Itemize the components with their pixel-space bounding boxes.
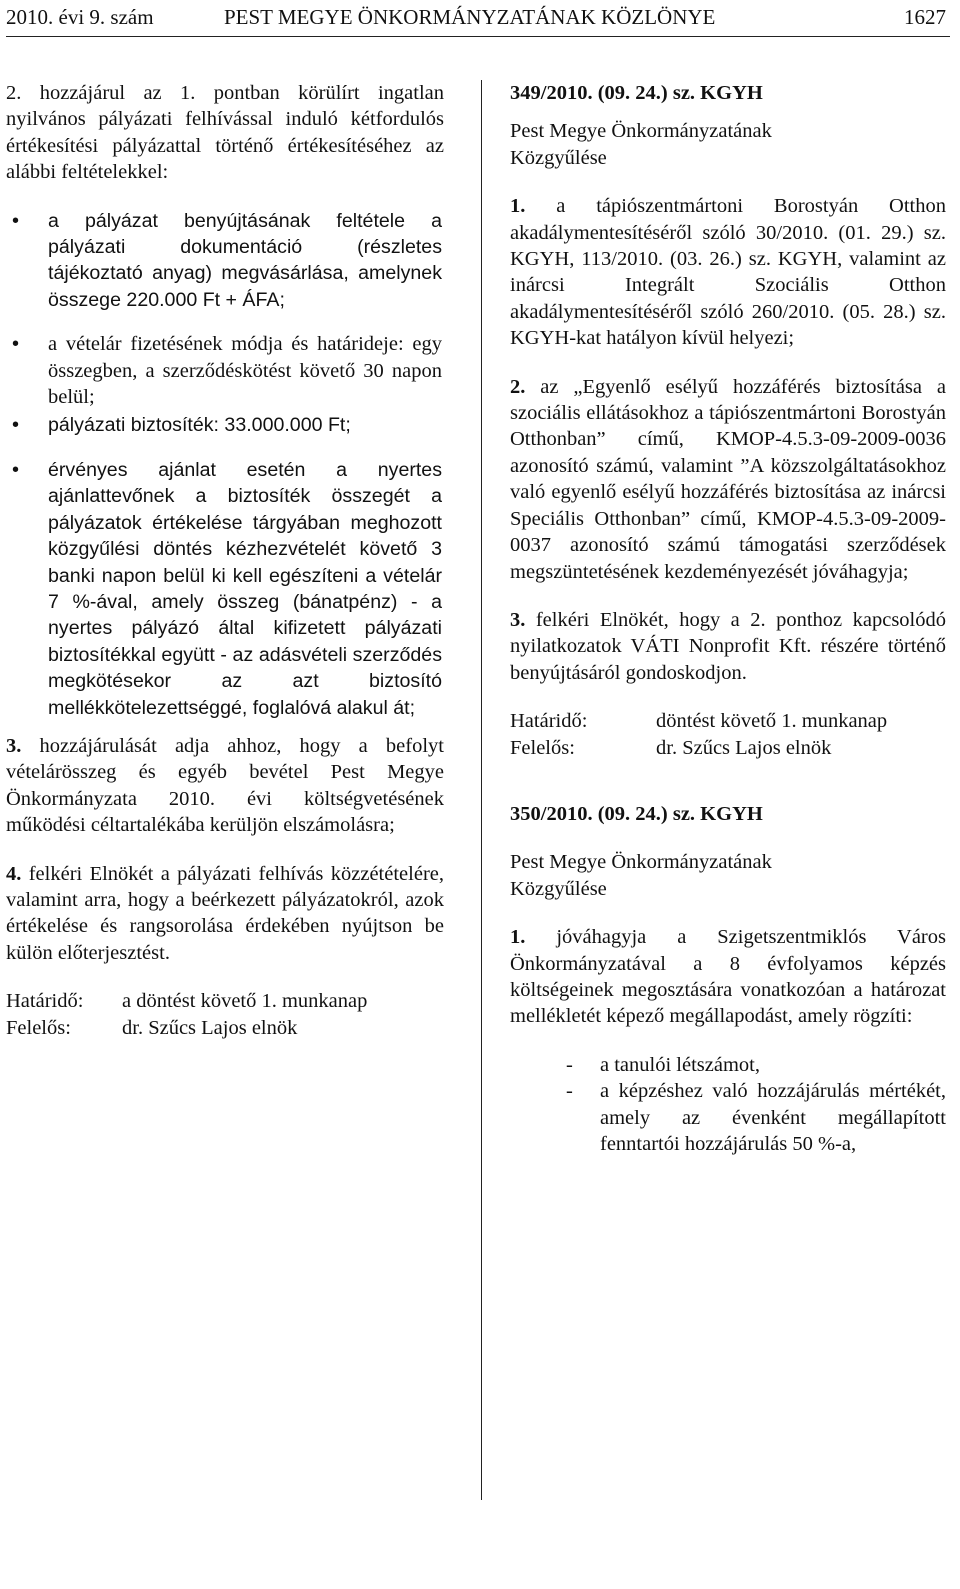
res349-point-1-number: 1. bbox=[510, 195, 526, 218]
condition-item: • a pályázat benyújtásának feltétele a pályázati dokumentáció (részletes tájékoztató anyag) megvásárlása, amelynek összege 220.000 Ft + ÁFA; bbox=[6, 208, 442, 314]
responsible-label: Felelős: bbox=[6, 1016, 71, 1039]
condition-item: • érvényes ajánlat esetén a nyertes ajánlattevőnek a biztosíték összegét a pályázatok értékelése tárgyában meghozott közgyűlési döntés kézhezvételét követő 3 banki napon belül ki kell egészíteni a vételár 7 %-ával, amely összeg (bánatpénz) - a nyertes pályázó által kifizetett pályázati biztosítékkal együtt - az adásvételi szerződés megkötésekor az azt biztosító mellékkötelezettséggé, foglalóvá alakul át; bbox=[6, 457, 442, 721]
running-header bbox=[6, 2, 950, 34]
right-column bbox=[510, 80, 946, 1157]
condition-item: • pályázati biztosíték: 33.000.000 Ft; bbox=[6, 412, 442, 438]
res349-point-1-text: a tápiószentmártoni Borostyán Otthon akadálymentesítéséről szóló 30/2010. (01. 29.) sz. KGYH, 113/2010. (03. 26.) sz. KGYH, valamint az inárcsi Integrált Szociális Otthon akadálymentesítéséről szóló 260/2010. (05. 28.) sz. KGYH-kat hatályon kívül helyezi; bbox=[510, 195, 946, 350]
res349-point-3-number: 3. bbox=[510, 608, 526, 631]
point-3-paragraph bbox=[6, 733, 444, 839]
header-rule bbox=[6, 36, 950, 37]
responsible-value: dr. Szűcs Lajos elnök bbox=[656, 736, 832, 759]
point-2-paragraph: 2. hozzájárul az 1. pontban körülírt ingatlan nyilvános pályázati felhívással induló kétfordulós értékesítési pályázattal történő értékesítéséhez az alábbi feltételekkel: bbox=[6, 82, 444, 184]
issue-number: 2010. évi 9. szám bbox=[6, 5, 154, 29]
responsible-label: Felelős: bbox=[510, 736, 575, 759]
agreement-item: - a tanulói létszámot, bbox=[510, 1052, 946, 1078]
deadline-value: döntést követő 1. munkanap bbox=[656, 710, 888, 733]
res350-point-1-number: 1. bbox=[510, 926, 526, 949]
deadline-row bbox=[510, 708, 946, 734]
left-column bbox=[6, 80, 444, 1041]
res350-point-1-text: jóváhagyja a Szigetszentmiklós Város Önkormányzatával a 8 évfolyamos képzés költségeinek megosztására vonatkozóan a határozat mellékletét képező megállapodást, amely rögzíti: bbox=[510, 926, 946, 1028]
res349-point-3 bbox=[510, 607, 946, 686]
resolution-349-body: Pest Megye Önkormányzatának bbox=[510, 120, 772, 143]
point-4-paragraph bbox=[6, 861, 444, 967]
deadline-label: Határidő: bbox=[510, 710, 588, 733]
responsible-row bbox=[510, 735, 946, 761]
deadline-label: Határidő: bbox=[6, 990, 84, 1013]
column-divider bbox=[481, 80, 482, 1500]
resolution-349-body: Közgyűlése bbox=[510, 146, 607, 169]
publication-title: PEST MEGYE ÖNKORMÁNYZATÁNAK KÖZLÖNYE bbox=[224, 5, 716, 29]
responsible-row bbox=[6, 1015, 444, 1041]
point-4-number: 4. bbox=[6, 862, 22, 885]
deadline-value: a döntést követő 1. munkanap bbox=[122, 990, 368, 1013]
res349-point-3-text: felkéri Elnökét, hogy a 2. ponthoz kapcsolódó nyilatkozatok VÁTI Nonprofit Kft. részére történő benyújtásáról gondoskodjon. bbox=[510, 608, 946, 684]
point-3-number: 3. bbox=[6, 734, 22, 757]
resolution-350-body: Közgyűlése bbox=[510, 877, 607, 900]
point-3-text: hozzájárulását adja ahhoz, hogy a befolyt vételárösszeg és egyéb bevétel Pest Megye Önkormányzata 2010. évi költségvetésének működési céltartalékába kerüljön elszámolásra; bbox=[6, 734, 444, 837]
res349-point-2-number: 2. bbox=[510, 375, 526, 398]
conditions-list bbox=[6, 208, 444, 721]
page-number: 1627 bbox=[904, 5, 946, 29]
resolution-349-title: 349/2010. (09. 24.) sz. KGYH bbox=[510, 82, 763, 104]
condition-item: • a vételár fizetésének módja és határideje: egy összegben, a szerződéskötést követő 30 napon belül; bbox=[6, 331, 442, 410]
point-4-text: felkéri Elnökét a pályázati felhívás közzétételére, valamint arra, hogy a beérkezett pályázatokról, azok értékelése és rangsorolása érdekében nyújtson be külön előterjesztést. bbox=[6, 862, 444, 964]
responsible-value: dr. Szűcs Lajos elnök bbox=[122, 1016, 298, 1039]
deadline-row bbox=[6, 988, 444, 1014]
res349-point-1 bbox=[510, 193, 946, 351]
resolution-350-title: 350/2010. (09. 24.) sz. KGYH bbox=[510, 802, 763, 825]
res349-point-2 bbox=[510, 374, 946, 585]
agreement-item: - a képzéshez való hozzájárulás mértékét, amely az évenként megállapított fenntartói hozzájárulás 50 %-a, bbox=[510, 1078, 946, 1157]
agreement-items bbox=[510, 1052, 946, 1158]
res350-point-1 bbox=[510, 924, 946, 1030]
resolution-350-body: Pest Megye Önkormányzatának bbox=[510, 851, 772, 874]
res349-point-2-text: az „Egyenlő esélyű hozzáférés biztosítása a szociális ellátásokhoz a tápiószentmártoni Borostyán Otthonban” című, KMOP-4.5.3-09-2009-0036 azonosító számú, valamint ”A közszolgáltatásokhoz való egyenlő esélyű hozzáférés biztosítása az inárcsi Speciális Otthonban” című, KMOP-4.5.3-09-2009-0037 azonosító számú támogatási szerződések megszüntetésének kezdeményezését jóváhagyja; bbox=[510, 375, 947, 583]
